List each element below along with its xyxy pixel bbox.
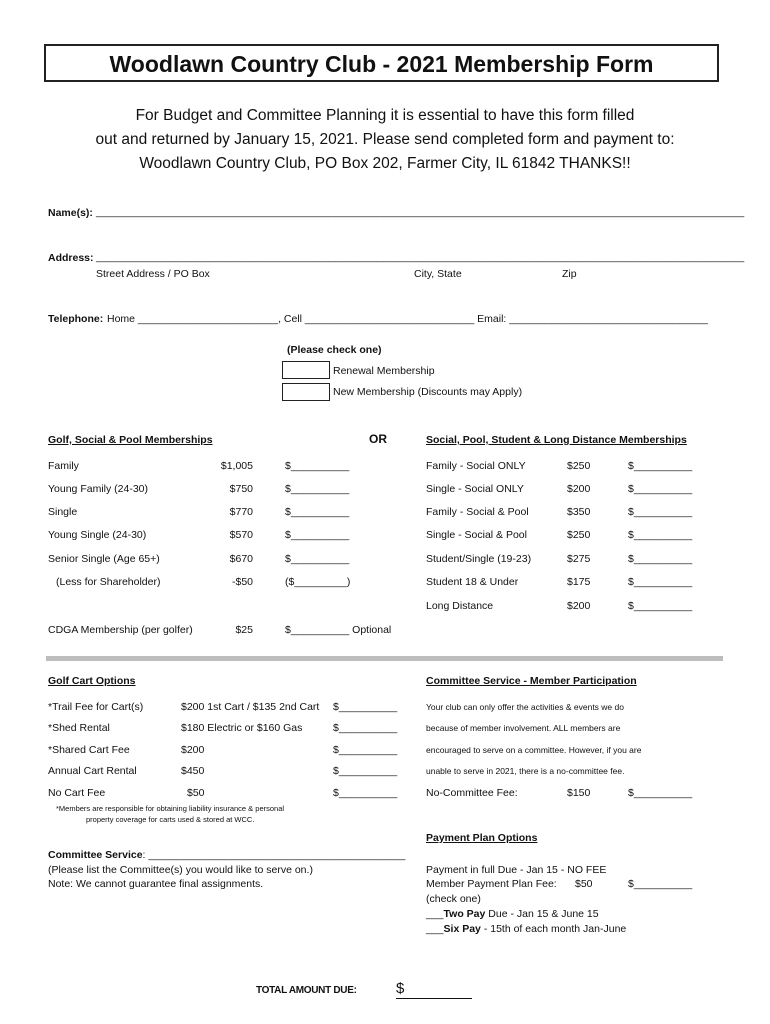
- city-caption: City, State: [414, 268, 462, 280]
- cart-row-price: $180 Electric or $160 Gas: [181, 722, 303, 734]
- social-row-amount-field[interactable]: $__________: [628, 483, 693, 495]
- social-row-price: $250: [567, 460, 591, 472]
- golf-row-price: $570: [229, 529, 253, 541]
- no-committee-fee-label: No-Committee Fee:: [426, 787, 518, 799]
- or-label: OR: [369, 432, 387, 446]
- intro-line-3: Woodlawn Country Club, PO Box 202, Farmer City, IL 61842 THANKS!!: [139, 155, 631, 172]
- social-row-label: Student 18 & Under: [426, 576, 519, 588]
- cart-section-heading: Golf Cart Options: [48, 675, 136, 687]
- social-row-price: $250: [567, 529, 591, 541]
- no-committee-fee-price: $150: [567, 787, 591, 799]
- committee-service-label: Committee Service: [48, 849, 143, 861]
- golf-row-amount-field[interactable]: $__________: [285, 553, 350, 565]
- social-row-label: Single - Social ONLY: [426, 483, 524, 495]
- cart-row-amount-field[interactable]: $__________: [333, 744, 398, 756]
- cart-insurance-note-2: property coverage for carts used & stored at WCC.: [86, 815, 255, 824]
- cdga-price: $25: [235, 624, 253, 636]
- payment-plan-heading: Payment Plan Options: [426, 832, 538, 844]
- payment-plan-fee-label: Member Payment Plan Fee:: [426, 878, 557, 890]
- golf-row-price: $750: [229, 483, 253, 495]
- golf-row-label: Family: [48, 460, 79, 472]
- six-pay-description: - 15th of each month Jan-June: [480, 923, 627, 935]
- committee-text-line-4: unable to serve in 2021, there is a no-committee fee.: [426, 766, 625, 776]
- social-section-heading: Social, Pool, Student & Long Distance Memberships: [426, 434, 687, 446]
- name-label: Name(s):: [48, 207, 93, 219]
- social-row-amount-field[interactable]: $__________: [628, 600, 693, 612]
- cart-row-label: Annual Cart Rental: [48, 765, 137, 777]
- committee-service-note: Note: We cannot guarantee final assignments.: [48, 878, 264, 890]
- committee-text-line-2: because of member involvement. ALL members are: [426, 723, 621, 733]
- social-row-amount-field[interactable]: $__________: [628, 506, 693, 518]
- golf-row-price: $670: [229, 553, 253, 565]
- cdga-amount-field[interactable]: $__________ Optional: [285, 624, 392, 636]
- six-pay-option[interactable]: [426, 923, 626, 935]
- form-title: Woodlawn Country Club - 2021 Membership Form: [44, 44, 719, 82]
- new-membership-checkbox[interactable]: [282, 383, 330, 401]
- golf-row-amount-field[interactable]: $__________: [285, 483, 350, 495]
- cart-row-price: $200 1st Cart / $135 2nd Cart: [181, 701, 320, 713]
- cart-row-label: *Shed Rental: [48, 722, 110, 734]
- golf-row-label: (Less for Shareholder): [56, 576, 161, 588]
- cart-row-price: $450: [181, 765, 205, 777]
- address-label: Address:: [48, 252, 94, 264]
- social-row-price: $175: [567, 576, 591, 588]
- intro-text: [40, 104, 730, 176]
- cart-row-amount-field[interactable]: $__________: [333, 765, 398, 777]
- payment-plan-fee-amount-field[interactable]: $__________: [628, 878, 693, 890]
- new-membership-label: New Membership (Discounts may Apply): [333, 386, 523, 398]
- telephone-email-field[interactable]: Home ________________________, Cell _____________________________ Email: __________________________________: [107, 313, 708, 325]
- cart-row-amount-field[interactable]: $__________: [333, 701, 398, 713]
- cdga-label: CDGA Membership (per golfer): [48, 624, 193, 636]
- golf-row-price: $770: [229, 506, 253, 518]
- six-pay-checkline[interactable]: ___: [426, 923, 444, 935]
- golf-row-amount-field[interactable]: $__________: [285, 529, 350, 541]
- street-caption: Street Address / PO Box: [96, 268, 210, 280]
- golf-row-price: $1,005: [220, 460, 253, 472]
- cart-row-label: *Trail Fee for Cart(s): [48, 701, 144, 713]
- social-row-price: $350: [567, 506, 591, 518]
- two-pay-checkline[interactable]: ___: [426, 908, 444, 920]
- social-row-label: Family - Social & Pool: [426, 506, 529, 518]
- social-row-label: Student/Single (19-23): [426, 553, 532, 565]
- cart-row-price: $50: [187, 787, 205, 799]
- golf-row-label: Senior Single (Age 65+): [48, 553, 160, 565]
- cart-row-label: *Shared Cart Fee: [48, 744, 130, 756]
- committee-service-instruction: (Please list the Committee(s) you would like to serve on.): [48, 864, 313, 876]
- social-row-label: Single - Social & Pool: [426, 529, 527, 541]
- two-pay-option[interactable]: [426, 908, 599, 920]
- golf-row-label: Young Family (24-30): [48, 483, 148, 495]
- zip-caption: Zip: [562, 268, 577, 280]
- committee-text-line-1: Your club can only offer the activities & events we do: [426, 702, 624, 712]
- committee-participation-heading: Committee Service - Member Participation: [426, 675, 637, 687]
- golf-row-label: Single: [48, 506, 78, 518]
- cart-row-amount-field[interactable]: $__________: [333, 722, 398, 734]
- social-row-amount-field[interactable]: $__________: [628, 576, 693, 588]
- total-amount-field[interactable]: [396, 998, 472, 999]
- social-row-price: $275: [567, 553, 591, 565]
- total-dollar-symbol: $: [396, 980, 405, 997]
- payment-full-line: Payment in full Due - Jan 15 - NO FEE: [426, 864, 607, 876]
- committee-text-line-3: encouraged to serve on a committee. However, if you are: [426, 745, 642, 755]
- golf-section-heading: Golf, Social & Pool Memberships: [48, 434, 213, 446]
- check-one-header: (Please check one): [287, 344, 382, 356]
- six-pay-label: Six Pay: [443, 923, 481, 935]
- golf-row-amount-field[interactable]: $__________: [285, 460, 350, 472]
- golf-row-label: Young Single (24-30): [48, 529, 147, 541]
- renewal-checkbox[interactable]: [282, 361, 330, 379]
- cart-row-amount-field[interactable]: $__________: [333, 787, 398, 799]
- intro-line-2: out and returned by January 15, 2021. Please send completed form and payment to:: [95, 131, 675, 148]
- cart-row-price: $200: [181, 744, 205, 756]
- social-row-price: $200: [567, 600, 591, 612]
- telephone-label: Telephone:: [48, 313, 104, 325]
- section-divider: [46, 656, 723, 661]
- total-amount-label: TOTAL AMOUNT DUE:: [256, 985, 357, 996]
- cart-insurance-note-1: *Members are responsible for obtaining liability insurance & personal: [56, 804, 285, 813]
- social-row-price: $200: [567, 483, 591, 495]
- social-row-label: Long Distance: [426, 600, 494, 612]
- address-field[interactable]: _______________________________________________________________________________________________________________: [96, 251, 745, 263]
- social-row-amount-field[interactable]: $__________: [628, 460, 693, 472]
- payment-plan-fee-price: $50: [575, 878, 593, 890]
- social-row-label: Family - Social ONLY: [426, 460, 526, 472]
- golf-row-price: -$50: [231, 576, 253, 588]
- social-row-amount-field[interactable]: $__________: [628, 529, 693, 541]
- golf-row-amount-field[interactable]: $__________: [285, 506, 350, 518]
- name-field[interactable]: _______________________________________________________________________________________________________________: [96, 206, 745, 218]
- committee-service-field[interactable]: : ____________________________________________: [142, 849, 406, 861]
- committee-service-line: [48, 849, 405, 861]
- cart-row-label: No Cart Fee: [48, 787, 106, 799]
- social-row-amount-field[interactable]: $__________: [628, 553, 693, 565]
- golf-row-amount-field[interactable]: ($_________): [285, 576, 351, 588]
- two-pay-label: Two Pay: [443, 908, 486, 920]
- no-committee-fee-amount-field[interactable]: $__________: [628, 787, 693, 799]
- two-pay-description: Due - Jan 15 & June 15: [485, 908, 599, 920]
- payment-check-one: (check one): [426, 893, 481, 905]
- intro-line-1: For Budget and Committee Planning it is essential to have this form filled: [135, 107, 635, 124]
- renewal-label: Renewal Membership: [333, 365, 435, 377]
